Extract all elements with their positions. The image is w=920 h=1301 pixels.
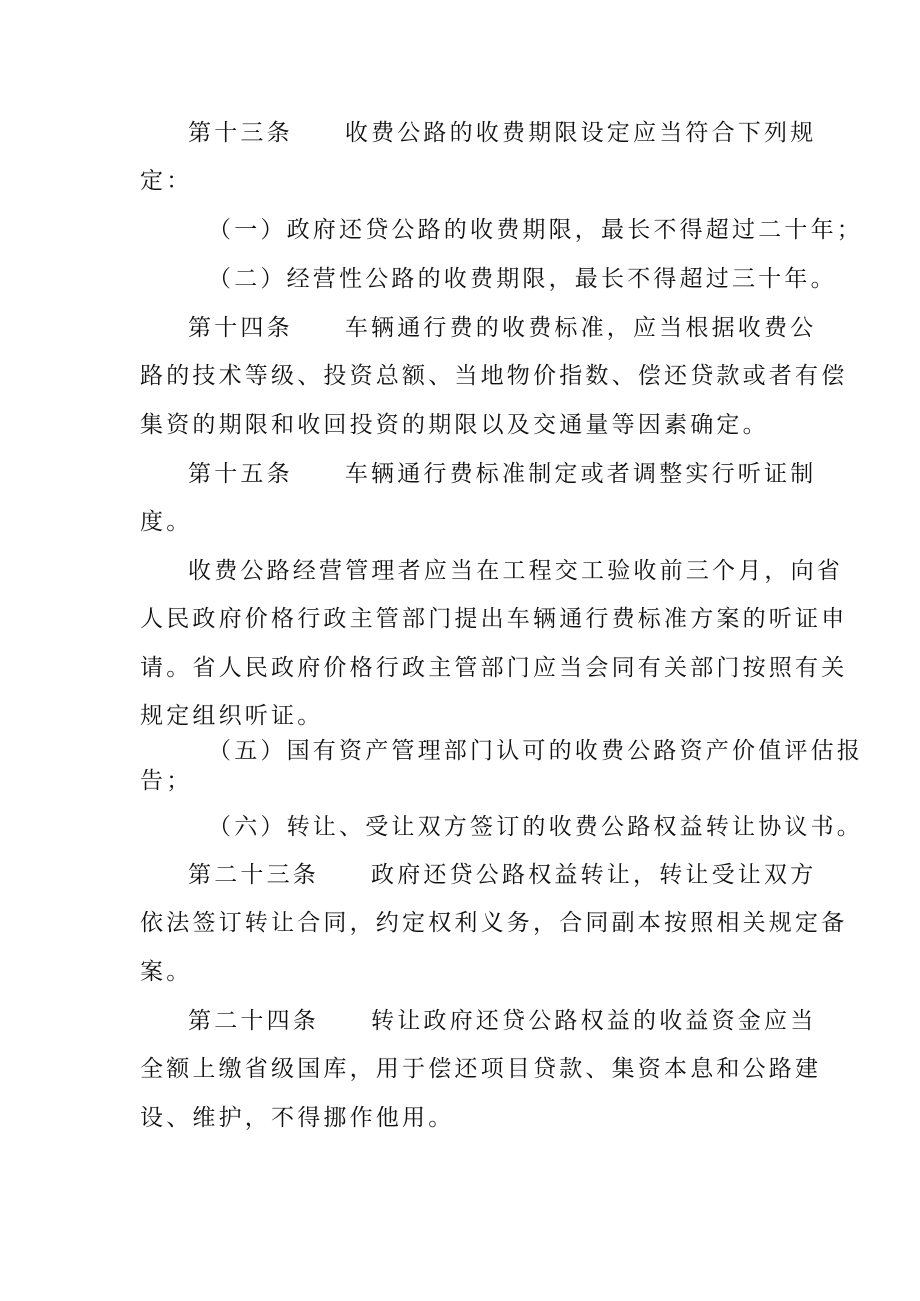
hearing-para-line-3 <box>140 653 847 683</box>
article-13-line-1 <box>188 118 816 148</box>
article-13-text-1: 收费公路的收费期限设定应当符合下列规 <box>344 120 817 146</box>
article-13-label: 第十三条 <box>188 120 293 146</box>
article-14-label: 第十四条 <box>188 315 293 341</box>
hearing-para-text-2: 人民政府价格行政主管部门提出车辆通行费标准方案的听证申 <box>140 606 848 632</box>
article-23-text-1: 政府还贷公路权益转让，转让受让双方 <box>371 862 817 888</box>
item-2-text: （二）经营性公路的收费期限，最长不得超过三十年。 <box>208 266 837 292</box>
hearing-para-text-4: 规定组织听证。 <box>140 703 324 729</box>
article-23-text-3: 案。 <box>140 959 193 985</box>
hearing-para-text-3: 请。省人民政府价格行政主管部门应当会同有关部门按照有关 <box>140 655 848 681</box>
article-24-text-1: 转让政府还贷公路权益的收益资金应当 <box>371 1008 817 1034</box>
article-23-line-2 <box>140 908 847 938</box>
article-13-text-2: 定： <box>140 168 193 194</box>
article-23-text-2: 依法签订转让合同，约定权利义务，合同副本按照相关规定备 <box>140 910 848 936</box>
item-5-text-1: （五）国有资产管理部门认可的收费公路资产价值评估报 <box>208 738 863 764</box>
item-5-text-2: 告； <box>140 768 193 794</box>
item-5-line-1 <box>208 736 863 766</box>
hearing-para-line-4 <box>140 701 323 731</box>
article-24-line-1 <box>188 1006 816 1036</box>
item-1 <box>208 215 863 245</box>
article-13-line-2 <box>140 166 192 196</box>
article-14-line-3 <box>140 410 769 440</box>
hearing-para-line-1 <box>188 556 843 586</box>
article-14-text-2: 路的技术等级、投资总额、当地物价指数、偿还贷款或者有偿 <box>140 363 848 389</box>
article-14-text-3: 集资的期限和收回投资的期限以及交通量等因素确定。 <box>140 412 769 438</box>
article-15-label: 第十五条 <box>188 461 293 487</box>
article-14-line-1 <box>188 313 816 343</box>
article-15-line-1 <box>188 459 816 489</box>
item-6 <box>208 812 863 842</box>
article-24-text-3: 设、维护，不得挪作他用。 <box>140 1105 455 1131</box>
article-23-label: 第二十三条 <box>188 862 319 888</box>
article-14-line-2 <box>140 361 847 391</box>
article-23-line-3 <box>140 957 192 987</box>
article-14-text-1: 车辆通行费的收费标准，应当根据收费公 <box>344 315 817 341</box>
hearing-para-line-2 <box>140 604 847 634</box>
item-1-text: （一）政府还贷公路的收费期限，最长不得超过二十年； <box>208 217 863 243</box>
article-24-line-2 <box>140 1054 821 1084</box>
article-15-text-1: 车辆通行费标准制定或者调整实行听证制 <box>344 461 817 487</box>
article-15-text-2: 度。 <box>140 509 193 535</box>
article-24-line-3 <box>140 1103 454 1133</box>
article-24-label: 第二十四条 <box>188 1008 319 1034</box>
article-15-line-2 <box>140 507 192 537</box>
hearing-para-text-1: 收费公路经营管理者应当在工程交工验收前三个月，向省 <box>188 558 843 584</box>
item-5-line-2 <box>140 766 192 796</box>
item-6-text: （六）转让、受让双方签订的收费公路权益转让协议书。 <box>208 814 863 840</box>
article-24-text-2: 全额上缴省级国库，用于偿还项目贷款、集资本息和公路建 <box>140 1056 822 1082</box>
item-2 <box>208 264 837 294</box>
article-23-line-1 <box>188 860 816 890</box>
